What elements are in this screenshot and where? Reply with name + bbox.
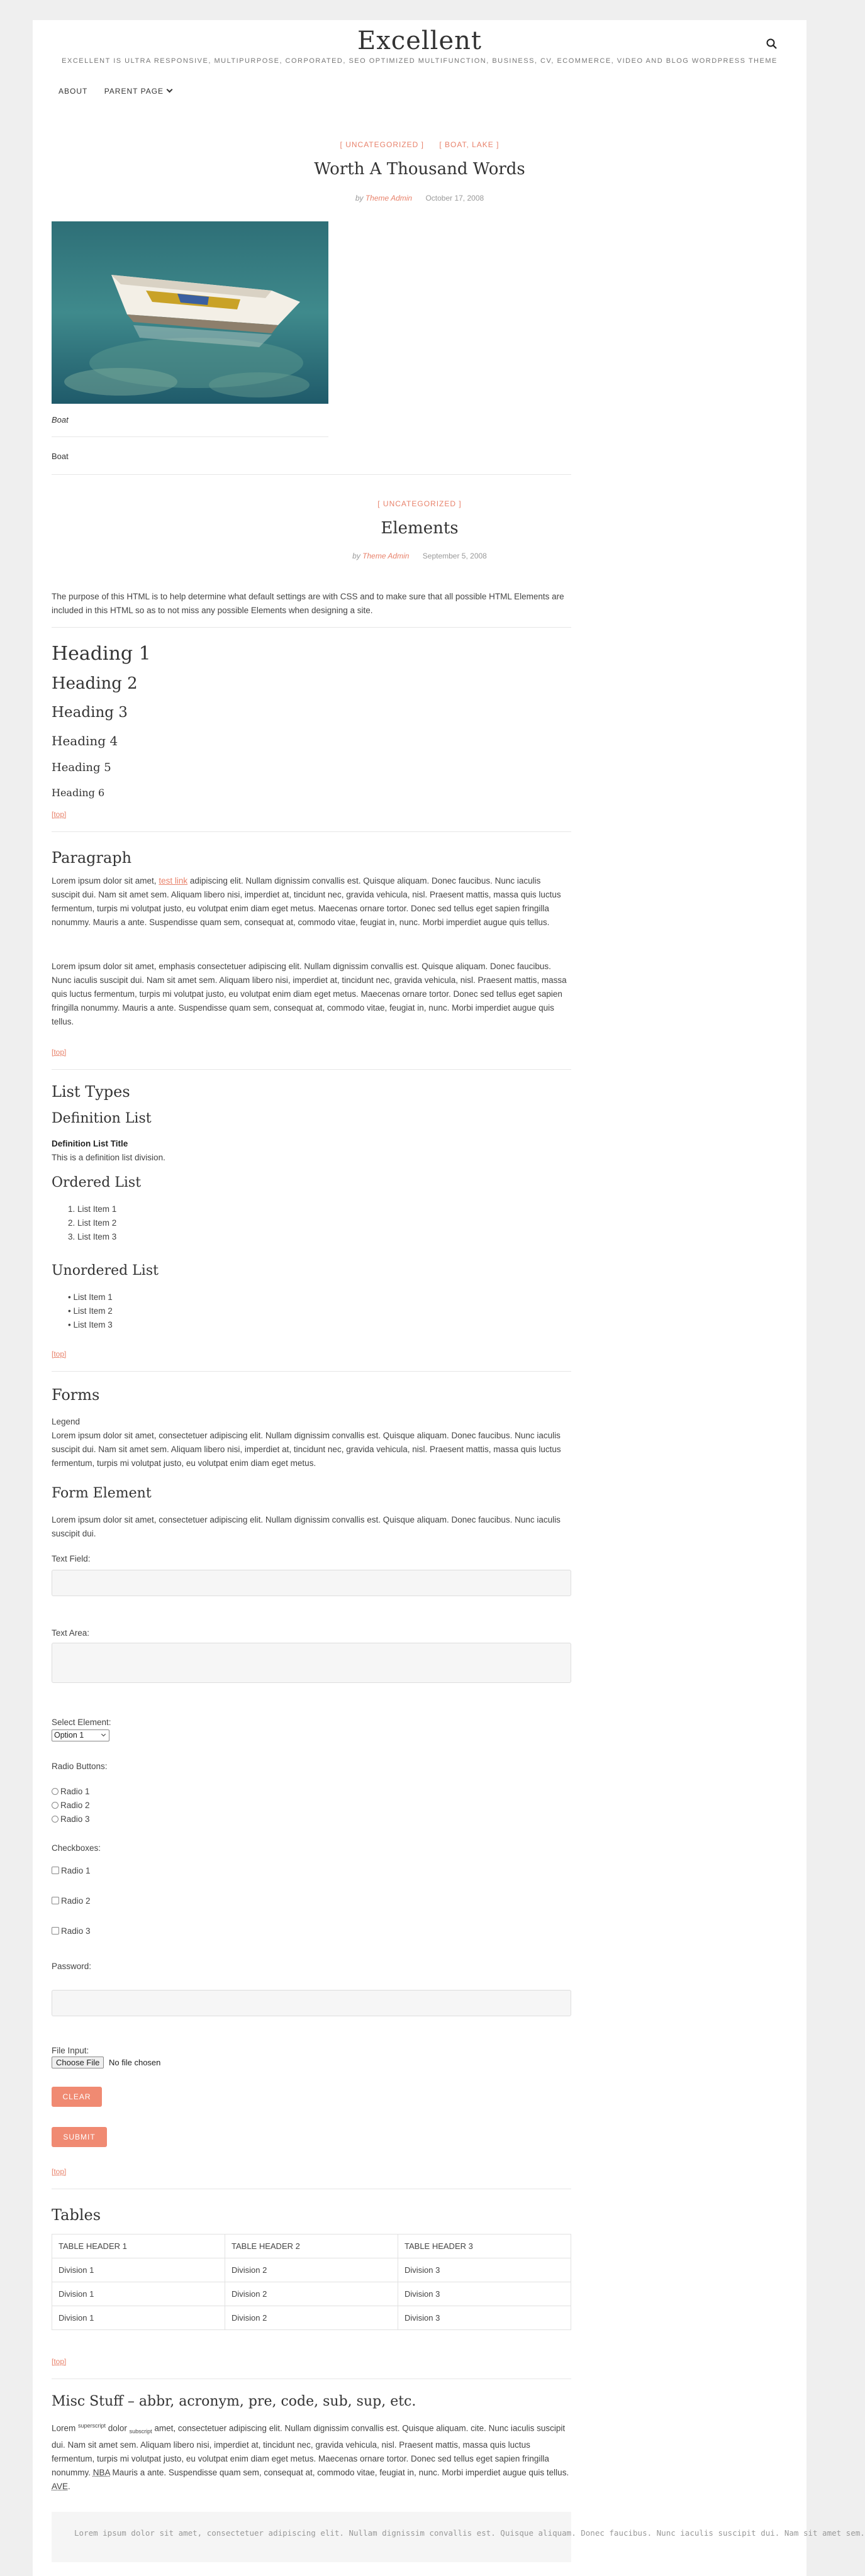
post2-categories [33,499,806,508]
radio-input[interactable] [52,1802,59,1809]
table-header: TABLE HEADER 2 [225,2235,398,2258]
section-title-forms: Forms [52,1386,100,1404]
heading-1: Heading 1 [52,643,151,665]
table-header-row [52,2235,571,2258]
preformatted-block: Lorem ipsum dolor sit amet, consectetuer adipiscing elit. Nullam dignissim convallis est. Quisque aliquam. Donec faucibus. Nunc iaculis suscipit dui. Nam sit amet sem. [52,2512,571,2562]
misc-paragraph: Lorem $^{superscript}$ dolor $_{subscript}$ amet, consectetuer adipiscing elit. Nullam dignissim convallis est. Quisque aliquam. cite. Nunc iaculis suscipit dui. Nam sit amet sem. Aliquam libero nisi, imperdiet at, tincidunt nec, gravida vehicula, nisl. Praesent mattis, massa quis luctus fermentum, turpis mi volutpat justo, eu volutpat enim diam eget metus. Maecenas ornare tortor. Donec sed tellus eget sapien fringilla nonummy. NBA Mauris a ante. Suspendisse quam sem, consequat at, commodo vitae, feugiat in, nunc. Morbi imperdiet augue quis tellus. AVE. [52,2423,569,2492]
checkbox-option[interactable]: Radio 3 [52,1924,240,1938]
top-link[interactable]: [top] [52,1048,67,1057]
text: Lorem [52,2423,79,2433]
post1-meta [33,194,806,203]
list-item: 1. List Item 1 [68,1204,117,1214]
category-link[interactable]: [ UNCATEGORIZED ] [377,499,462,508]
divider [52,1069,571,1070]
text: amet, consectetuer adipiscing elit. Nullam dignissim convallis est. Quisque aliquam. cite. Nunc iaculis suscipit dui. Nam sit amet sem. Aliquam libero nisi, imperdiet at, tincidunt nec, gravida vehicula, nisl. Praesent mattis, massa quis luctus fermentum, turpis mi volutpat justo, eu volutpat enim diam eget metus. Maecenas ornare tortor. Donec sed tellus eget sapien fringilla nonummy. [52,2423,566,2478]
section-title-tables: Tables [52,2206,101,2224]
boat-image[interactable] [52,221,328,404]
text-field[interactable] [52,1570,571,1596]
file-status: No file chosen [109,2058,161,2067]
post2-intro: The purpose of this HTML is to help determine what default settings are with CSS and to make sure that all possible HTML Elements are included in this HTML so as to not miss any possible Elements when designing a site. [52,592,564,615]
select-element[interactable] [52,1729,109,1741]
divider [52,436,328,437]
checkbox-input[interactable] [52,1867,59,1874]
list-item: 3. List Item 3 [68,1232,117,1241]
top-link[interactable]: [top] [52,1350,67,1358]
post-date[interactable]: September 5, 2008 [422,552,487,560]
section-title-misc: Misc Stuff – abbr, acronym, pre, code, sub, sup, etc. [52,2394,416,2409]
radio-group [52,1785,240,1826]
post2-title[interactable]: Elements [381,519,459,538]
password-field[interactable] [52,1990,571,2016]
section-title-lists: List Types [52,1083,130,1101]
checkbox-input[interactable] [52,1897,59,1904]
file-input-label: File Input: [52,2046,89,2055]
nav-item-about[interactable]: ABOUT [59,87,88,96]
post-date[interactable]: October 17, 2008 [425,194,484,203]
table-header: TABLE HEADER 1 [52,2235,225,2258]
by-label: by [355,194,364,203]
divider [52,474,571,475]
unordered-list [68,1291,257,1332]
table-cell: Division 3 [398,2306,571,2330]
text: Mauris a ante. Suspendisse quam sem, consequat at, commodo vitae, feugiat in, nunc. Morbi imperdiet augue quis tellus. [109,2468,569,2478]
definition-list-title: Definition List [52,1111,152,1126]
file-input[interactable] [52,2057,160,2068]
abbr-nba: NBA [92,2468,110,2478]
acronym-ave: AVE [52,2482,69,2492]
form-element-text: Lorem ipsum dolor sit amet, consectetuer adipiscing elit. Nullam dignissim convallis est. Quisque aliquam. Donec faucibus. Nunc iaculis suscipit dui. [52,1515,561,1538]
table-cell: Division 1 [52,2306,225,2330]
data-table [52,2234,571,2330]
heading-5: Heading 5 [52,761,111,774]
radio-input[interactable] [52,1788,59,1795]
divider [52,627,571,628]
table-cell: Division 3 [398,2258,571,2282]
category-link[interactable]: [ BOAT, LAKE ] [439,140,499,149]
chevron-down-icon [167,87,173,93]
form-legend: Legend [52,1417,81,1426]
by-label: by [352,552,360,560]
category-link[interactable]: [ UNCATEGORIZED ] [340,140,424,149]
nav-item-parent-page[interactable] [104,87,172,96]
post1-excerpt: Boat [52,452,69,461]
table-cell: Division 2 [225,2258,398,2282]
table-cell: Division 3 [398,2282,571,2306]
heading-4: Heading 4 [52,733,118,748]
top-link[interactable]: [top] [52,2167,67,2176]
text-area[interactable] [52,1643,571,1683]
table-cell: Division 2 [225,2282,398,2306]
definition-description: This is a definition list division. [52,1153,165,1162]
checkbox-option[interactable]: Radio 2 [52,1894,240,1908]
chevron-down-icon [101,1732,106,1736]
list-item: 2. List Item 2 [68,1218,117,1228]
paragraph-2: Lorem ipsum dolor sit amet, emphasis consectetuer adipiscing elit. Nullam dignissim convallis est. Quisque aliquam. Donec faucibus. Nunc iaculis suscipit dui. Nam sit amet sem. Aliquam libero nisi, imperdiet at, tincidunt nec, gravida vehicula, nisl. Praesent mattis, massa quis luctus fermentum, turpis mi volutpat justo, eu volutpat enim diam eget metus. Maecenas ornare tortor. Donec sed tellus eget sapien fringilla nonummy. Mauris a ante. Suspendisse quam sem, consequat at, commodo vitae, feugiat in, nunc. Morbi imperdiet augue quis tellus. [52,962,567,1026]
text: dolor [106,2423,130,2433]
list-item: • List Item 3 [68,1320,113,1330]
radio-buttons-label: Radio Buttons: [52,1762,108,1771]
heading-2: Heading 2 [52,674,138,693]
checkbox-input[interactable] [52,1927,59,1935]
checkbox-option[interactable]: Radio 1 [52,1864,240,1878]
table-header: TABLE HEADER 3 [398,2235,571,2258]
nav-item-parent-label: PARENT PAGE [104,87,164,96]
site-title[interactable]: Excellent [357,26,482,55]
text: adipiscing elit. Nullam dignissim convallis est. Quisque aliquam. Donec faucibus. Nunc iaculis suscipit dui. Nam sit amet sem. Aliquam libero nisi, imperdiet at, tincidunt nec, gravida vehicula, nisl. Praesent mattis, massa quis luctus fermentum, turpis mi volutpat justo, eu volutpat enim diam eget metus. Maecenas ornare tortor. Donec sed tellus eget sapien fringilla nonummy. Mauris a ante. Suspendisse quam sem, consequat at, commodo vitae, feugiat in, nunc. Morbi imperdiet augue quis tellus. [52,876,561,927]
radio-option[interactable]: Radio 3 [52,1813,240,1826]
post1-title[interactable]: Worth A Thousand Words [314,160,525,179]
superscript: superscript [78,2423,106,2429]
site-description: EXCELLENT IS ULTRA RESPONSIVE, MULTIPURPOSE, CORPORATED, SEO OPTIMIZED MULTIFUNCTION, BUSINESS, CV, ECOMMERCE, VIDEO AND BLOG WORDPRESS THEME [62,57,778,65]
table-cell: Division 1 [52,2282,225,2306]
test-link[interactable]: test link [159,876,188,886]
table-cell: Division 2 [225,2306,398,2330]
paragraph-1 [52,874,571,930]
ordered-list-title: Ordered List [52,1175,142,1191]
radio-input[interactable] [52,1816,59,1823]
table-row [52,2258,571,2282]
choose-file-button[interactable]: Choose File [52,2057,104,2068]
radio-option[interactable]: Radio 2 [52,1799,240,1813]
text-area-label: Text Area: [52,1628,90,1638]
list-item: • List Item 1 [68,1292,113,1302]
password-label: Password: [52,1962,92,1971]
image-caption: Boat [52,415,69,425]
form-element-title: Form Element [52,1485,152,1501]
table-cell: Division 1 [52,2258,225,2282]
text-field-label: Text Field: [52,1554,91,1563]
table-row [52,2306,571,2330]
definition-term: Definition List Title [52,1139,128,1148]
heading-6: Heading 6 [52,787,105,799]
main-nav [59,87,186,96]
checkboxes-label: Checkboxes: [52,1843,101,1853]
post2-meta [33,552,806,560]
clear-button[interactable]: CLEAR [52,2087,102,2107]
heading-3: Heading 3 [52,704,128,721]
list-item: • List Item 2 [68,1306,113,1316]
unordered-list-title: Unordered List [52,1263,159,1279]
section-title-paragraph: Paragraph [52,849,132,867]
divider [52,1371,571,1372]
subscript: subscript [129,2428,152,2435]
search-icon[interactable] [766,38,778,50]
top-link[interactable]: [top] [52,2357,67,2366]
author-link[interactable]: Theme Admin [362,552,410,560]
top-link[interactable]: [top] [52,810,67,819]
select-value: Option 1 [54,1731,84,1740]
divider [52,831,571,832]
radio-option[interactable]: Radio 1 [52,1785,240,1799]
submit-button[interactable]: SUBMIT [52,2127,107,2147]
select-label: Select Element: [52,1718,111,1727]
page [33,20,865,2576]
author-link[interactable]: Theme Admin [365,194,413,203]
table-row [52,2282,571,2306]
legend-text: Lorem ipsum dolor sit amet, consectetuer adipiscing elit. Nullam dignissim convallis est. Quisque aliquam. Donec faucibus. Nunc iaculis suscipit dui. Nam sit amet sem. Aliquam libero nisi, imperdiet at, tincidunt nec, gravida vehicula, nisl. Praesent mattis, massa quis luctus fermentum, turpis mi volutpat justo, eu volutpat enim diam eget metus. [52,1431,561,1468]
text: Lorem ipsum dolor sit amet, [52,876,159,886]
ordered-list [68,1202,257,1244]
post1-categories [33,140,806,149]
